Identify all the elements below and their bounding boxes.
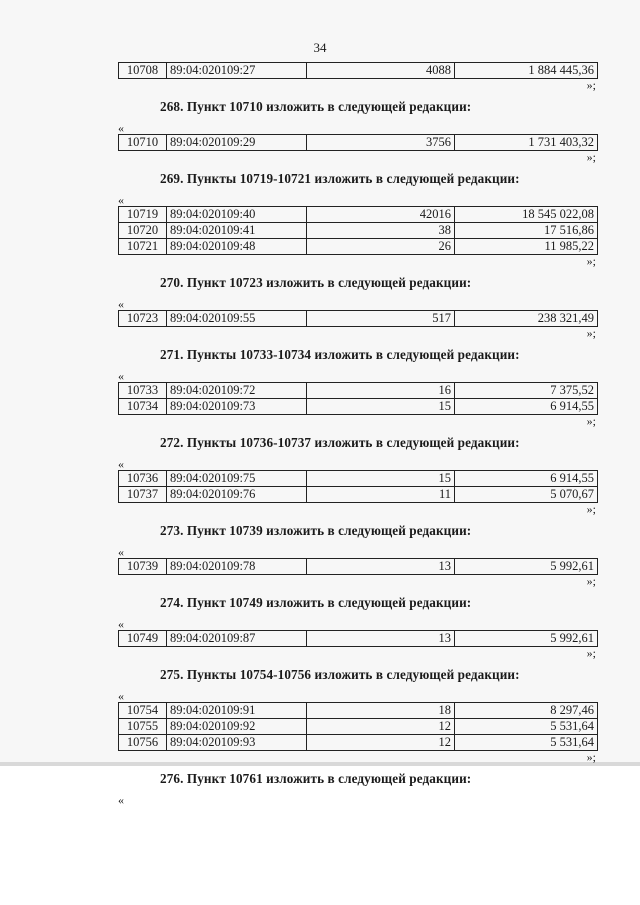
cadastral-number: 89:04:020109:73 [167,399,307,415]
opening-quote: « [118,369,124,383]
area-value: 13 [307,559,455,575]
amount-value: 5 992,61 [455,631,598,647]
table-row [119,399,598,415]
amount-value: 11 985,22 [455,239,598,255]
section-heading: 268. Пункт 10710 изложить в следующей редакции: [160,99,472,114]
item-number: 10736 [119,471,167,487]
cadastral-number: 89:04:020109:76 [167,487,307,503]
opening-quote: « [118,689,124,703]
closing-quote: »; [586,574,596,588]
area-value: 16 [307,383,455,399]
item-number: 10720 [119,223,167,239]
area-value: 517 [307,311,455,327]
cadastral-table [118,206,598,255]
section-heading: 274. Пункт 10749 изложить в следующей редакции: [160,595,472,610]
cadastral-number: 89:04:020109:75 [167,471,307,487]
cadastral-table [118,310,598,327]
closing-quote: »; [586,414,596,428]
cadastral-number: 89:04:020109:48 [167,239,307,255]
closing-quote: »; [586,326,596,340]
amount-value: 5 531,64 [455,719,598,735]
cadastral-number: 89:04:020109:72 [167,383,307,399]
section-heading: 272. Пункты 10736-10737 изложить в следующей редакции: [160,435,520,450]
item-number: 10708 [119,63,167,79]
closing-quote: »; [586,750,596,764]
item-number: 10719 [119,207,167,223]
amount-value: 1 731 403,32 [455,135,598,151]
closing-quote: »; [586,646,596,660]
cadastral-table [118,702,598,751]
amount-value: 1 884 445,36 [455,63,598,79]
opening-quote: « [118,545,124,559]
table-row [119,311,598,327]
table-row [119,631,598,647]
section-heading: 275. Пункты 10754-10756 изложить в следующей редакции: [160,667,520,682]
amount-value: 17 516,86 [455,223,598,239]
cadastral-number: 89:04:020109:55 [167,311,307,327]
table-row [119,719,598,735]
opening-quote: « [118,617,124,631]
closing-quote: »; [586,502,596,516]
item-number: 10734 [119,399,167,415]
opening-quote: « [118,457,124,471]
area-value: 38 [307,223,455,239]
table-row [119,239,598,255]
area-value: 15 [307,471,455,487]
table-row [119,383,598,399]
amount-value: 8 297,46 [455,703,598,719]
opening-quote: « [118,793,124,807]
cadastral-number: 89:04:020109:87 [167,631,307,647]
cadastral-number: 89:04:020109:91 [167,703,307,719]
amount-value: 6 914,55 [455,471,598,487]
item-number: 10754 [119,703,167,719]
amount-value: 5 070,67 [455,487,598,503]
area-value: 26 [307,239,455,255]
area-value: 4088 [307,63,455,79]
table-row [119,735,598,751]
amount-value: 5 992,61 [455,559,598,575]
opening-quote: « [118,297,124,311]
section-heading: 270. Пункт 10723 изложить в следующей редакции: [160,275,472,290]
section-heading: 273. Пункт 10739 изложить в следующей редакции: [160,523,472,538]
cadastral-table [118,558,598,575]
document-body [118,62,600,806]
cadastral-number: 89:04:020109:27 [167,63,307,79]
amount-value: 7 375,52 [455,383,598,399]
item-number: 10721 [119,239,167,255]
item-number: 10755 [119,719,167,735]
cadastral-number: 89:04:020109:93 [167,735,307,751]
table-row [119,223,598,239]
item-number: 10749 [119,631,167,647]
cadastral-table [118,382,598,415]
cadastral-number: 89:04:020109:78 [167,559,307,575]
item-number: 10756 [119,735,167,751]
item-number: 10737 [119,487,167,503]
cadastral-table [118,134,598,151]
area-value: 11 [307,487,455,503]
area-value: 3756 [307,135,455,151]
item-number: 10733 [119,383,167,399]
closing-quote: »; [586,254,596,268]
item-number: 10739 [119,559,167,575]
cadastral-table [118,470,598,503]
amount-value: 6 914,55 [455,399,598,415]
cadastral-number: 89:04:020109:40 [167,207,307,223]
section-heading: 271. Пункты 10733-10734 изложить в следующей редакции: [160,347,520,362]
area-value: 13 [307,631,455,647]
area-value: 18 [307,703,455,719]
item-number: 10723 [119,311,167,327]
table-row [119,63,598,79]
opening-quote: « [118,121,124,135]
area-value: 42016 [307,207,455,223]
page-number: 34 [313,40,327,55]
closing-quote: »; [586,150,596,164]
cadastral-number: 89:04:020109:41 [167,223,307,239]
area-value: 12 [307,719,455,735]
table-row [119,471,598,487]
section-heading: 276. Пункт 10761 изложить в следующей редакции: [160,771,472,786]
opening-quote: « [118,193,124,207]
cadastral-number: 89:04:020109:92 [167,719,307,735]
section-heading: 269. Пункты 10719-10721 изложить в следующей редакции: [160,171,520,186]
item-number: 10710 [119,135,167,151]
cadastral-number: 89:04:020109:29 [167,135,307,151]
amount-value: 5 531,64 [455,735,598,751]
amount-value: 238 321,49 [455,311,598,327]
table-row [119,703,598,719]
area-value: 15 [307,399,455,415]
amount-value: 18 545 022,08 [455,207,598,223]
table-row [119,487,598,503]
closing-quote: »; [586,78,596,92]
cadastral-table [118,62,598,79]
area-value: 12 [307,735,455,751]
table-row [119,135,598,151]
cadastral-table [118,630,598,647]
table-row [119,559,598,575]
table-row [119,207,598,223]
